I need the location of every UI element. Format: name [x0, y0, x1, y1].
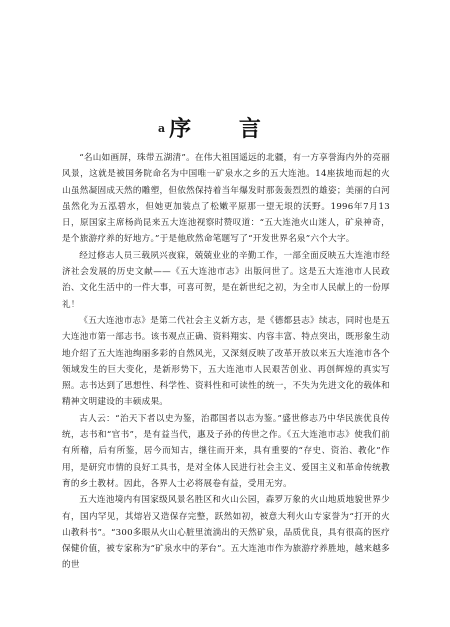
paragraph-3: 《五大连池市志》是第二代社会主义新方志，是《德都县志》续志，同时也是五大连池市第一部志书。该书观点正确、资料翔实、内容丰富、特点突出，既形象生动地介绍了五大连池绚丽多彩的自然风光，又深刻反映了改革开放以来五大连池市各个领域发生的巨大变化，是新形势下，五大连池市人民艰苦创业、再创辉煌的真实写照。志书达到了思想性、科学性、资料性和可读性的统一，不失为先进文化的载体和精神文明建设的丰硕成果。 [62, 315, 390, 408]
preface-body [62, 150, 390, 574]
paragraph-4: 古人云：“治天下者以史为鉴，治郡国者以志为鉴。”盛世修志乃中华民族优良传统，志书和“官书”，是有益当代，惠及子孙的传世之作。《五大连池市志》使我们前有所稽，后有所鉴，居今而知古，继往而开来，具有重要的“存史、资治、教化”作用，是研究市情的良好工具书，是对全体人民进行社会主义、爱国主义和革命传统教育的乡土教材。因此，各界人士必将展卷有益，受用无穷。 [62, 413, 390, 489]
page-title: 序 言 [169, 116, 281, 142]
paragraph-2: 经过修志人员三载夙兴夜寐，兢兢业业的辛勤工作，一部全面反映五大连池市经济社会发展的历史文献——《五大连池市志》出版问世了。这是五大连池市人民政治、文化生活中的一件大事，可喜可贺，是在新世纪之初，为全市人民献上的一份厚礼！ [62, 250, 390, 310]
paragraph-1: “名山如画屏，珠带五湖清”。在伟大祖国遥远的北疆，有一方享誉海内外的亮丽风景，这就是被国务院命名为中国唯一矿泉水之乡的五大连池。14座拔地而起的火山虽然凝固成天然的雕塑，但依然保持着当年爆发时那轰轰烈烈的雄姿；美丽的白河虽然化为五泓碧水，但她更加装点了松嫩平原那一望无垠的沃野。1996年7月13日，原国家主席杨尚昆来五大连池视察时赞叹道：“五大连池火山迷人，矿泉神奇，是个旅游疗养的好地方。”于是他欣然命笔题写了“开发世界名泉”六个大字。 [62, 153, 390, 245]
margin-mark: a [158, 122, 166, 135]
paragraph-5: 五大连池境内有国家级风景名胜区和火山公园，森罗万象的火山地质地貌世界少有，国内罕见，其熔岩又造保存完整，跃然如初，被意大利火山专家誉为“打开的火山教科书”。“300多眼从火山心脏里流淌出的天然矿泉，品质优良，具有很高的医疗保健价值，被专家称为“矿泉水中的茅台”。五大连池市作为旅游疗养胜地，越来越多的世 [62, 495, 390, 571]
